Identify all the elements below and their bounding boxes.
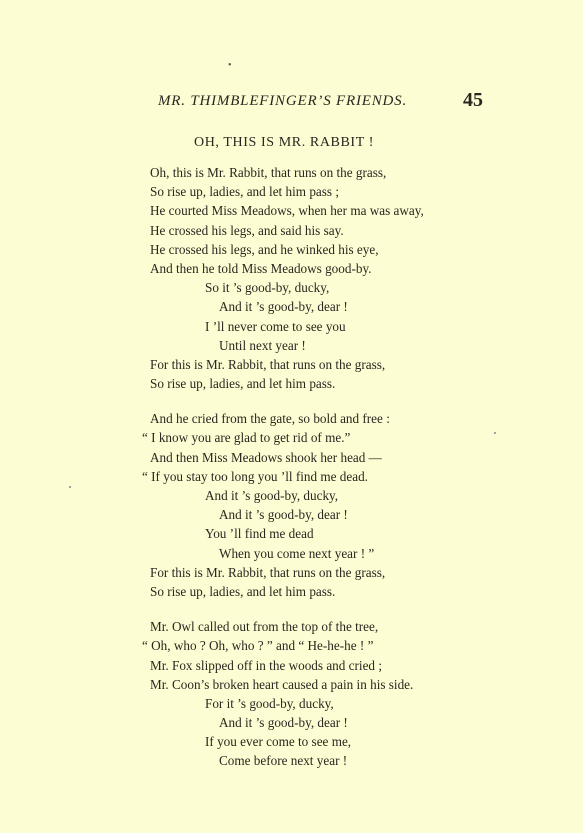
poem-line: For this is Mr. Rabbit, that runs on the grass,	[150, 356, 386, 372]
refrain-line: Until next year !	[219, 337, 306, 353]
poem-line: Mr. Coon’s broken heart caused a pain in his side.	[150, 676, 414, 692]
poem-line: “ I know you are glad to get rid of me.”	[142, 430, 351, 446]
stanza-gap	[150, 393, 570, 409]
poem-line: Mr. Fox slipped off in the woods and cried ;	[150, 657, 382, 673]
refrain-line: And it ’s good-by, ducky,	[205, 488, 339, 503]
poem-line: So rise up, ladies, and let him pass.	[150, 583, 336, 599]
refrain-line: And it ’s good-by, dear !	[219, 715, 348, 731]
poem-line: So rise up, ladies, and let him pass.	[150, 376, 336, 392]
running-head: MR. THIMBLEFINGER’S FRIENDS.	[158, 93, 408, 109]
poem	[142, 163, 570, 771]
refrain-line: Come before next year !	[219, 753, 348, 769]
refrain-line: When you come next year ! ”	[219, 545, 375, 561]
poem-line: He crossed his legs, and he winked his eye,	[150, 241, 379, 257]
poem-line: He courted Miss Meadows, when her ma was away,	[150, 203, 424, 219]
refrain-line: You ’ll find me dead	[205, 526, 314, 542]
refrain-line: And it ’s good-by, dear !	[219, 507, 348, 523]
refrain-line: I ’ll never come to see you	[205, 318, 346, 334]
poem-title: OH, THIS IS MR. RABBIT !	[194, 135, 374, 150]
paper-speck	[494, 432, 496, 434]
refrain-line: If you ever come to see me,	[205, 734, 352, 750]
stanza	[150, 163, 570, 393]
paper-speck	[69, 486, 71, 488]
stanza	[142, 617, 570, 771]
poem-line: “ Oh, who ? Oh, who ? ” and “ He-he-he ! ”	[142, 638, 374, 654]
poem-line: He crossed his legs, and said his say.	[150, 222, 344, 238]
poem-line: And then Miss Meadows shook her head —	[150, 449, 382, 465]
poem-line: Oh, this is Mr. Rabbit, that runs on the grass,	[150, 165, 387, 180]
poem-line: And then he told Miss Meadows good-by.	[150, 260, 372, 276]
poem-line: And he cried from the gate, so bold and free :	[150, 411, 390, 427]
poem-line: “ If you stay too long you ’ll find me dead.	[142, 468, 368, 484]
stanza-gap	[150, 601, 570, 617]
page-number: 45	[463, 89, 483, 111]
poem-line: So rise up, ladies, and let him pass ;	[150, 184, 339, 200]
refrain-line: For it ’s good-by, ducky,	[205, 695, 334, 711]
printer-mark: •	[228, 60, 232, 71]
stanza	[142, 409, 570, 601]
refrain-line: So it ’s good-by, ducky,	[205, 280, 330, 296]
poem-line: Mr. Owl called out from the top of the tree,	[150, 619, 379, 635]
refrain-line: And it ’s good-by, dear !	[219, 299, 348, 315]
poem-line: For this is Mr. Rabbit, that runs on the grass,	[150, 564, 386, 580]
